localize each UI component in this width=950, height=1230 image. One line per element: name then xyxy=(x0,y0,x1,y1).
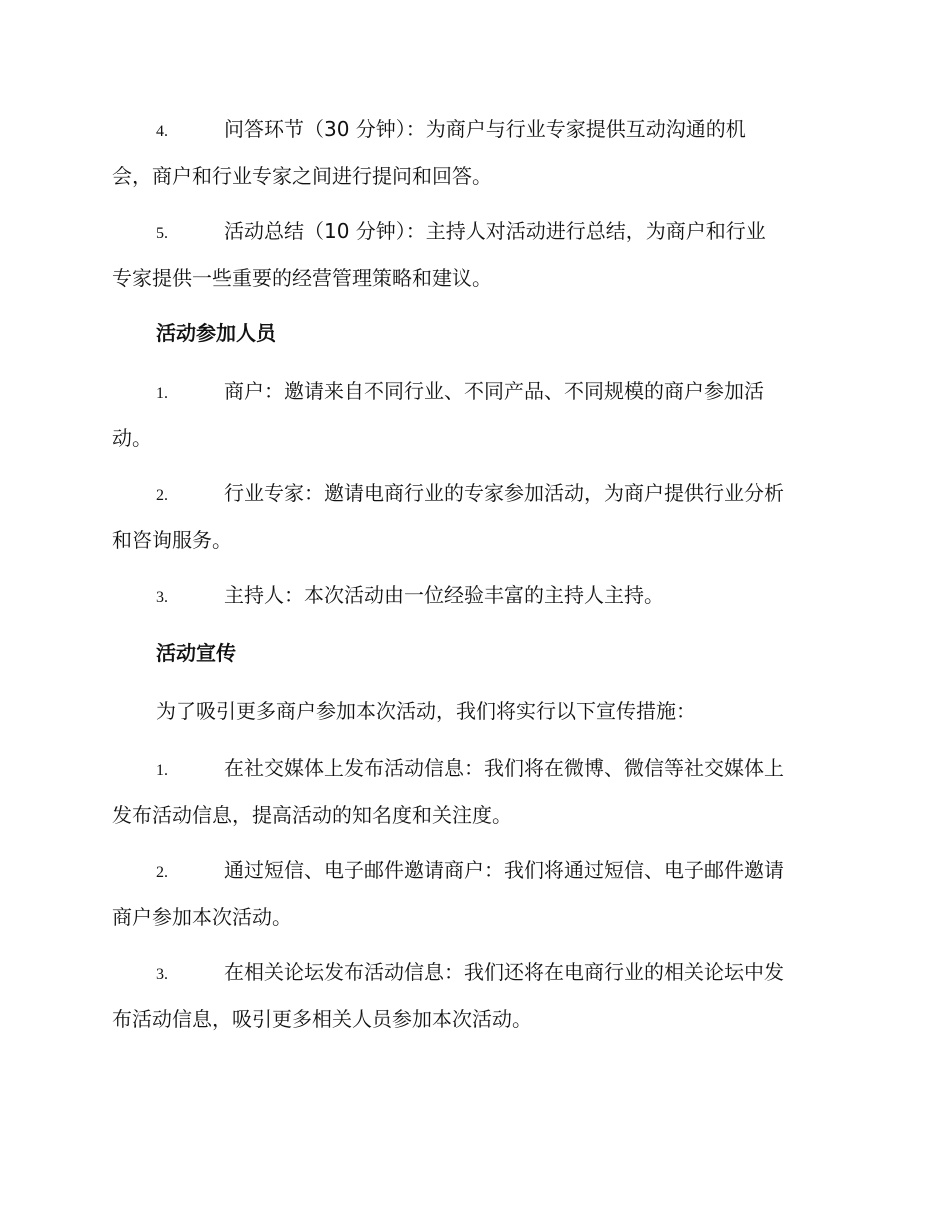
list-text-continued: 会，商户和行业专家之间进行提问和回答。 xyxy=(112,164,492,188)
list-text-continued: 布活动信息，吸引更多相关人员参加本次活动。 xyxy=(112,1007,532,1031)
list-text-continued: 专家提供一些重要的经营管理策略和建议。 xyxy=(112,266,492,290)
agenda-item-5-line1 xyxy=(112,209,836,256)
promotion-intro: 为了吸引更多商户参加本次活动，我们将实行以下宣传措施： xyxy=(156,699,696,723)
promotion-item-1 xyxy=(112,746,836,837)
list-number: 1. xyxy=(156,762,168,779)
list-number: 1. xyxy=(156,385,168,402)
list-number: 3. xyxy=(156,966,168,983)
list-text: 活动总结（10 分钟）：主持人对活动进行总结，为商户和行业 xyxy=(224,219,766,243)
section-heading-promotion: 活动宣传 xyxy=(156,641,236,665)
list-text-continued: 商户参加本次活动。 xyxy=(112,905,292,929)
participant-item-2 xyxy=(112,471,836,562)
list-text: 在相关论坛发布活动信息：我们还将在电商行业的相关论坛中发 xyxy=(224,960,784,984)
promotion-item-2 xyxy=(112,848,836,939)
agenda-item-4-line1 xyxy=(112,107,836,154)
list-text: 主持人：本次活动由一位经验丰富的主持人主持。 xyxy=(224,583,664,607)
list-number: 3. xyxy=(156,589,168,606)
list-text: 商户：邀请来自不同行业、不同产品、不同规模的商户参加活 xyxy=(224,379,764,403)
list-text: 在社交媒体上发布活动信息：我们将在微博、微信等社交媒体上 xyxy=(224,756,784,780)
promotion-item-2-line1 xyxy=(112,848,836,895)
list-text: 问答环节（30 分钟）：为商户与行业专家提供互动沟通的机 xyxy=(224,117,746,141)
list-text-continued: 和咨询服务。 xyxy=(112,528,232,552)
participant-item-2-line1 xyxy=(112,471,836,518)
participant-item-3 xyxy=(112,573,836,620)
promotion-item-1-line1 xyxy=(112,746,836,793)
list-number: 2. xyxy=(156,487,168,504)
list-text: 通过短信、电子邮件邀请商户：我们将通过短信、电子邮件邀请 xyxy=(224,858,784,882)
list-text: 行业专家：邀请电商行业的专家参加活动，为商户提供行业分析 xyxy=(224,481,784,505)
participant-item-3-line1 xyxy=(112,573,836,620)
participant-item-1 xyxy=(112,369,836,460)
list-text-continued: 发布活动信息，提高活动的知名度和关注度。 xyxy=(112,803,512,827)
list-text-continued: 动。 xyxy=(112,426,152,450)
list-number: 5. xyxy=(156,225,168,242)
section-heading-participants: 活动参加人员 xyxy=(156,321,276,345)
list-number: 4. xyxy=(156,123,168,140)
promotion-item-3 xyxy=(112,950,836,1041)
agenda-item-5 xyxy=(112,209,836,300)
participant-item-1-line1 xyxy=(112,369,836,416)
list-number: 2. xyxy=(156,864,168,881)
promotion-item-3-line1 xyxy=(112,950,836,997)
agenda-item-4 xyxy=(112,107,836,198)
